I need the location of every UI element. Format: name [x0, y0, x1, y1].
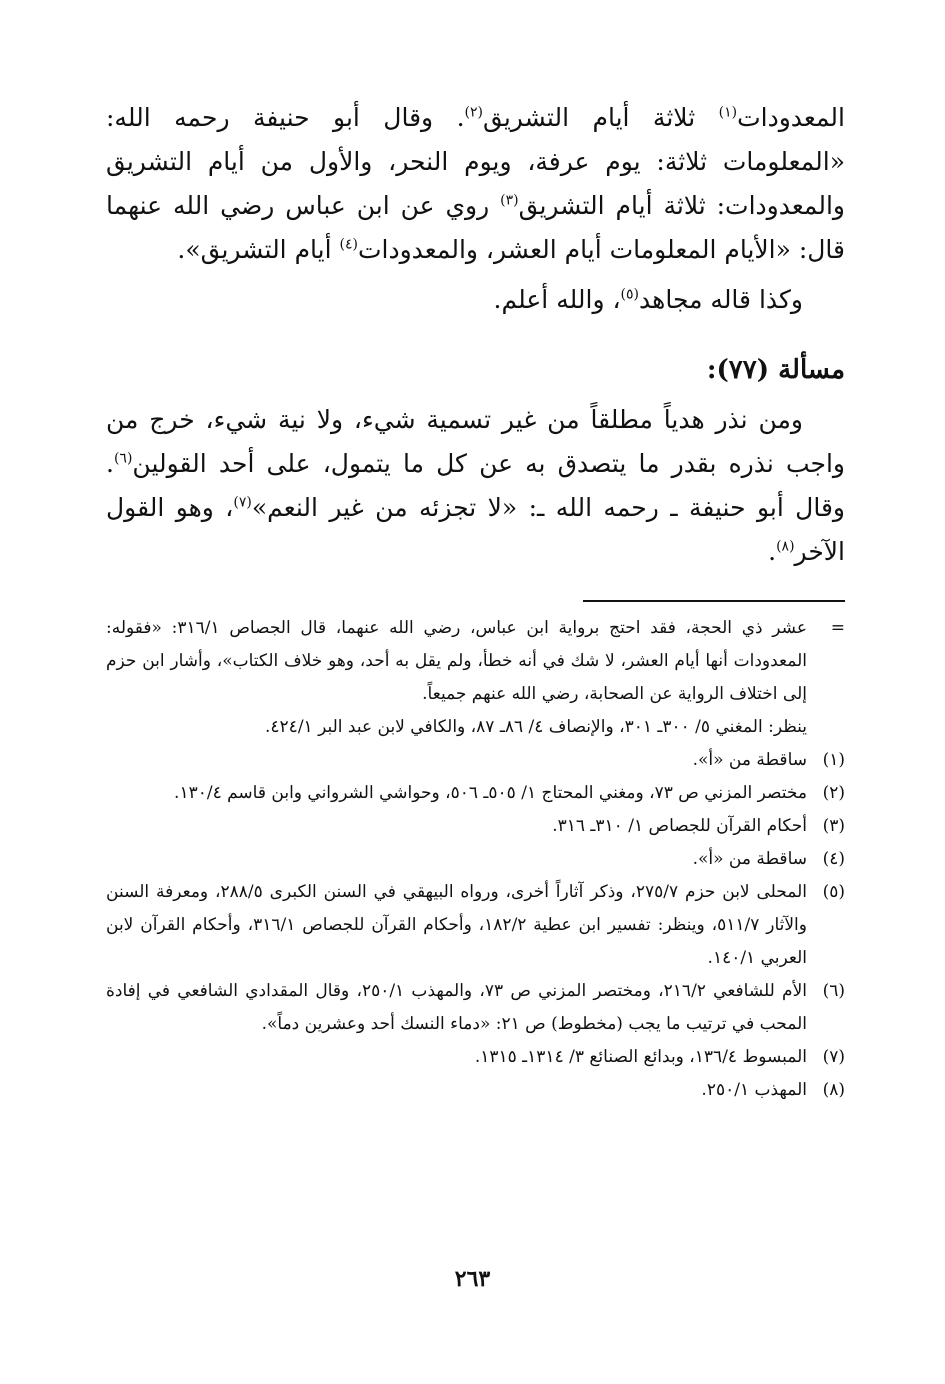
- text-run: روي عن ابن عباس رضي الله عنهما قال: «الأيام المعلومات أيام العشر، والمعدودات: [106, 191, 845, 264]
- text-run: ومن نذر هدياً مطلقاً من غير تسمية شيء، ولا نية شيء، خرج من واجب نذره بقدر ما يتصدق به عن كل ما يتمول، على أحد القولين: [106, 405, 845, 478]
- footnote-text: المبسوط ١٣٦/٤، وبدائع الصنائع ٣/ ١٣١٤ـ ١٣١٥.: [474, 1047, 807, 1067]
- footnote-2: [106, 777, 845, 810]
- continuation-marker: =: [830, 618, 845, 638]
- footnote-7: [106, 1041, 845, 1074]
- footnote-text: مختصر المزني ص ٧٣، ومغني المحتاج ١/ ٥٠٥ـ ٥٠٦، وحواشي الشرواني وابن قاسم ١٣٠/٤.: [174, 783, 807, 803]
- footnote-ref: (٢): [464, 104, 483, 121]
- main-text: [106, 96, 845, 574]
- footnote-ref: (٥): [620, 286, 640, 303]
- text-run: . وقال أبو حنيفة ـ رحمه الله ـ: «لا تجزئه من غير النعم»: [106, 449, 845, 522]
- section-heading: مسألة (٧٧):: [706, 355, 845, 385]
- footnote-number: (٨): [822, 1080, 845, 1100]
- footnote-number: (٤): [822, 849, 845, 869]
- footnote-text: [106, 612, 807, 744]
- footnote-text: ساقطة من «أ».: [692, 849, 807, 869]
- text-run: ، والله أعلم.: [493, 285, 621, 314]
- footnote-number: (٢): [822, 783, 845, 803]
- paragraph-2: [106, 278, 845, 322]
- page-number: ٢٦٣: [454, 1266, 491, 1292]
- text-run: .: [768, 537, 777, 566]
- footnote-ref: (٧): [233, 494, 252, 511]
- footnote-text: المحلى لابن حزم ٢٧٥/٧، وذكر آثاراً أخرى، ورواه البيهقي في السنن الكبرى ٢٨٨/٥، ومعرفة السنن والآثار ٥١١/٧، وينظر: تفسير ابن عطية ١٨٢/٢، وأحكام القرآن للجصاص ٣١٦/١، وأحكام القرآن لابن العربي ١٤٠/١.: [106, 882, 807, 968]
- footnote-line: عشر ذي الحجة، فقد احتج برواية ابن عباس، رضي الله عنهما، قال الجصاص ٣١٦/١: «فقوله: المعدودات أنها أيام العشر، لا شك في أنه خطأ، ولم يقل به أحد، وهو خلاف الكتاب»، وأشار ابن حزم إلى اختلاف الرواية عن الصحابة، رضي الله عنهم جميعاً.: [106, 618, 807, 704]
- footnote-line: ينظر: المغني ٥/ ٣٠٠ـ ٣٠١، والإنصاف ٤/ ٨٦ـ ٨٧، والكافي لابن عبد البر ٤٢٤/١.: [265, 717, 807, 737]
- footnote-number: (٦): [822, 981, 845, 1001]
- footnote-continuation: [106, 612, 845, 744]
- footnote-3: [106, 810, 845, 843]
- footnote-text: ساقطة من «أ».: [692, 750, 807, 770]
- text-run: ، وهو القول الآخر: [106, 493, 845, 566]
- footnote-ref: (١): [718, 104, 738, 121]
- text-run: ثلاثة أيام التشريق: [483, 103, 719, 132]
- footnote-4: [106, 843, 845, 876]
- paragraph-3: [106, 398, 845, 574]
- text-run: المعدودات: [737, 103, 845, 132]
- footnote-8: [106, 1074, 845, 1107]
- footnote-text: المهذب ٢٥٠/١.: [701, 1080, 807, 1100]
- footnote-number: (٥): [822, 882, 845, 902]
- footnote-6: [106, 975, 845, 1041]
- footnote-ref: (٣): [500, 192, 519, 209]
- footnote-5: [106, 876, 845, 975]
- footnote-1: [106, 744, 845, 777]
- paragraph-1: [106, 96, 845, 272]
- text-run: . وقال أبو حنيفة رحمه الله: «المعلومات ثلاثة: يوم عرفة، ويوم النحر، والأول من أيام التشريق والمعدودات: ثلاثة أيام التشريق: [106, 103, 846, 220]
- text-run: وكذا قاله مجاهد: [639, 285, 803, 314]
- footnote-number: (٧): [822, 1047, 845, 1067]
- footnote-ref: (٤): [339, 236, 358, 253]
- footnote-ref: (٨): [776, 538, 795, 555]
- footnote-text: الأم للشافعي ٢١٦/٢، ومختصر المزني ص ٧٣، والمهذب ٢٥٠/١، وقال المقدادي الشافعي في إفادة المحب في ترتيب ما يجب (مخطوط) ص ٢١: «دماء النسك أحد وعشرين دماً».: [106, 981, 807, 1034]
- footnote-number: (١): [822, 750, 845, 770]
- footnotes: [106, 612, 845, 1107]
- footnote-ref: (٦): [113, 450, 133, 467]
- footnote-number: (٣): [822, 816, 845, 836]
- footnote-separator: [583, 600, 845, 602]
- footnote-text: أحكام القرآن للجصاص ١/ ٣١٠ـ ٣١٦.: [552, 816, 807, 836]
- text-run: أيام التشريق».: [177, 235, 340, 264]
